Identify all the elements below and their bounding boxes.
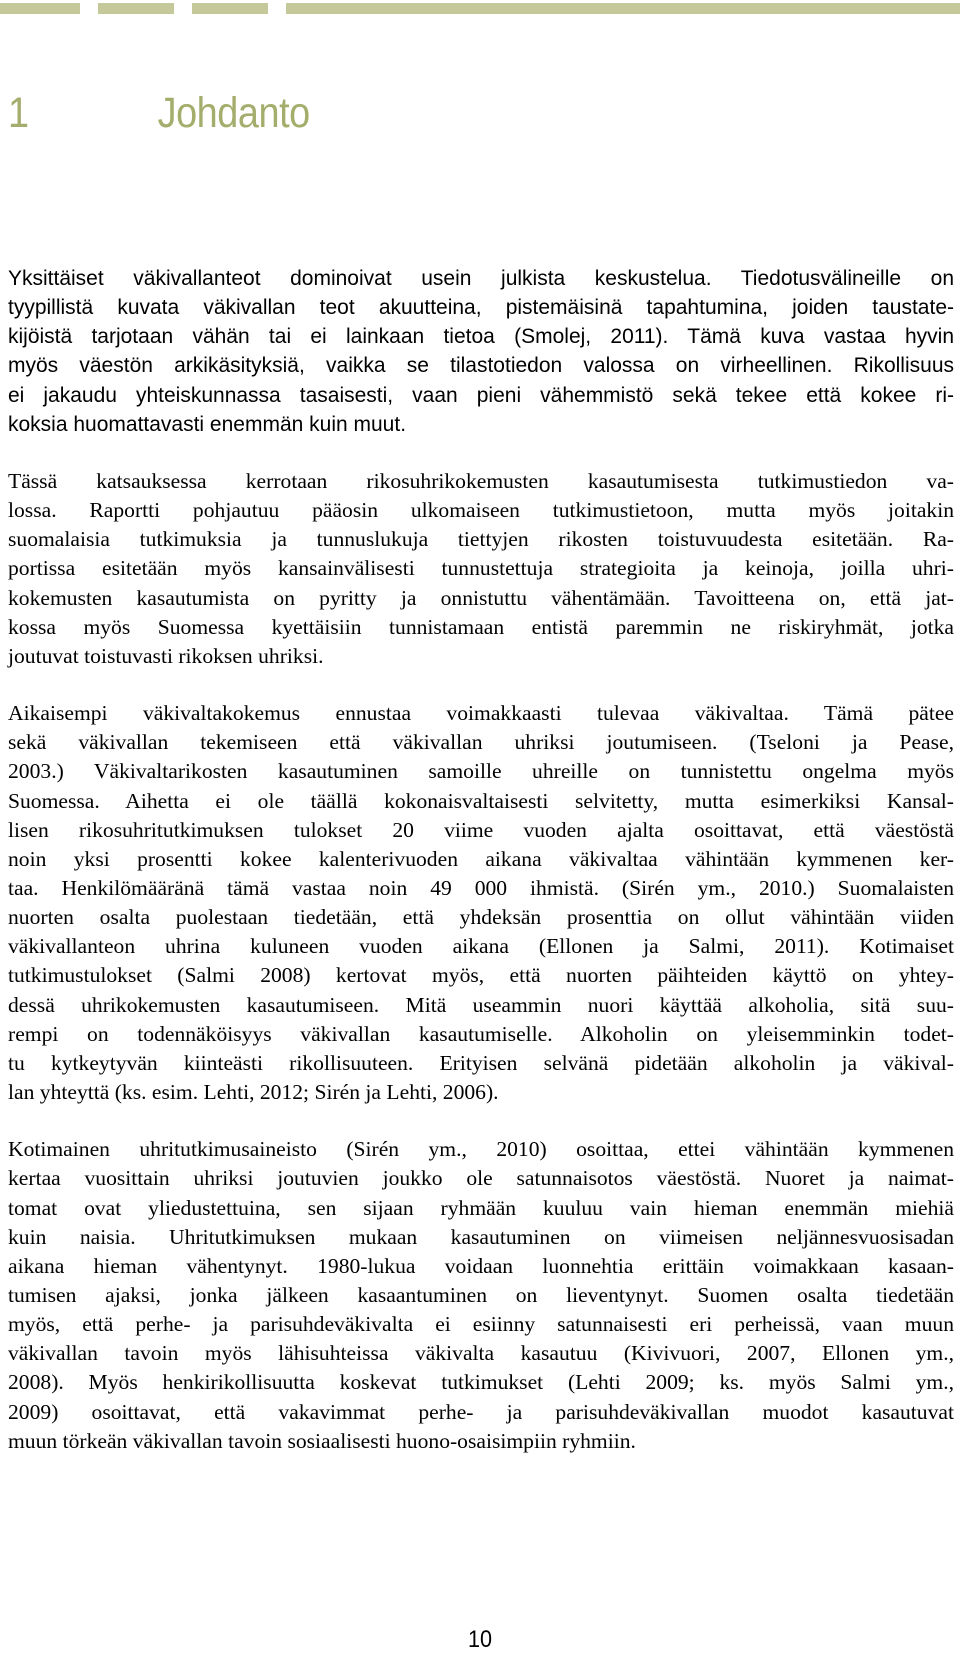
paragraph-line: aikana hieman vähentynyt. 1980-lukua voidaan luonnehtia erittäin voimakkaan kasaan- — [8, 1253, 954, 1278]
paragraph-line: 2008). Myös henkirikollisuutta koskevat tutkimukset (Lehti 2009; ks. myös Salmi ym., — [8, 1370, 954, 1395]
paragraph-4 — [8, 1135, 954, 1456]
page-number: 10 — [467, 1626, 493, 1653]
header-bar-4 — [286, 3, 960, 14]
paragraph-line: Tässä katsauksessa kerrotaan rikosuhrikokemusten kasautumisesta tutkimustiedon va- — [8, 468, 954, 493]
header-bar-3 — [192, 3, 268, 14]
paragraph-line: dessä uhrikokemusten kasautumiseen. Mitä useammin nuori käyttää alkoholia, sitä suu- — [8, 992, 954, 1017]
paragraph-line: Yksittäiset väkivallanteot dominoivat usein julkista keskustelua. Tiedotusvälineille on — [8, 267, 954, 290]
paragraph-line: Suomessa. Aihetta ei ole täällä kokonaisvaltaisesti selvitetty, mutta esimerkiksi Kansal- — [8, 788, 954, 813]
body-text — [8, 264, 954, 1484]
paragraph-line: noin yksi prosentti kokee kalenterivuoden aikana väkivaltaa vähintään kymmenen ker- — [8, 846, 954, 871]
paragraph-line: Kotimainen uhritutkimusaineisto (Sirén ym., 2010) osoittaa, ettei vähintään kymmenen — [8, 1137, 954, 1162]
paragraph-line: tomat ovat yliedustettuina, sen sijaan ryhmään kuuluu vain hieman enemmän miehiä — [8, 1195, 954, 1220]
paragraph-line: Aikaisempi väkivaltakokemus ennustaa voimakkaasti tulevaa väkivaltaa. Tämä pätee — [8, 701, 954, 726]
chapter-heading — [8, 89, 310, 137]
chapter-number: 1 — [8, 89, 29, 137]
paragraph-line: kuin naisia. Uhritutkimuksen mukaan kasautuminen on viimeisen neljännesvuosisadan — [8, 1224, 954, 1249]
paragraph-line: suomalaisia tutkimuksia ja tunnuslukuja tiettyjen rikosten toistuvuudesta esitetään. Ra- — [8, 527, 954, 552]
paragraph-line: väkivallanteon uhrina kuluneen vuoden aikana (Ellonen ja Salmi, 2011). Kotimaiset — [8, 934, 954, 959]
paragraph-1 — [8, 264, 954, 439]
paragraph-line: joutuvat toistuvasti rikoksen uhriksi. — [8, 643, 324, 668]
paragraph-2 — [8, 467, 954, 671]
paragraph-line: portissa esitetään myös kansainvälisesti tunnustettuja strategioita ja keinoja, joilla uhri- — [8, 556, 954, 581]
header-bar-2 — [98, 3, 174, 14]
paragraph-line: koksia huomattavasti enemmän kuin muut. — [8, 412, 407, 436]
paragraph-line: kossa myös Suomessa kyettäisiin tunnistamaan entistä paremmin ne riskiryhmät, jotka — [8, 614, 954, 639]
paragraph-line: tumisen ajaksi, jonka jälkeen kasaantuminen on lieventynyt. Suomen osalta tiedetään — [8, 1283, 954, 1307]
chapter-title: Johdanto — [157, 89, 310, 137]
paragraph-line: myös väestön arkikäsityksiä, vaikka se tilastotiedon valossa on virheellinen. Rikollisuus — [8, 354, 954, 378]
paragraph-line: muun törkeän väkivallan tavoin sosiaalisesti huono-osaisimpiin ryhmiin. — [8, 1428, 636, 1453]
paragraph-line: tyypillistä kuvata väkivallan teot akuutteina, pistemäisinä tapahtumina, joiden taustate- — [8, 296, 954, 320]
header-bar-1 — [0, 3, 80, 14]
paragraph-line: nuorten osalta puolestaan tiedetään, että yhdeksän prosenttia on ollut vähintään viiden — [8, 905, 954, 930]
paragraph-line: lisen rikosuhritutkimuksen tulokset 20 viime vuoden ajalta osoittavat, että väestöstä — [8, 817, 954, 842]
paragraph-line: rempi on todennäköisyys väkivallan kasautumiselle. Alkoholin on yleisemminkin todet- — [8, 1021, 954, 1046]
paragraph-line: tutkimustulokset (Salmi 2008) kertovat myös, että nuorten päihteiden käyttö on yhtey- — [8, 963, 954, 988]
paragraph-line: ei jakaudu yhteiskunnassa tasaisesti, vaan pieni vähemmistö sekä tekee että kokee ri- — [8, 383, 954, 407]
paragraph-line: tu kytkeytyvän kiinteästi rikollisuuteen. Erityisen selvänä pidetään alkoholin ja väkival- — [8, 1050, 954, 1075]
paragraph-line: lan yhteyttä (ks. esim. Lehti, 2012; Sirén ja Lehti, 2006). — [8, 1080, 499, 1105]
paragraph-line: 2003.) Väkivaltarikosten kasautuminen samoille uhreille on tunnistettu ongelma myös — [8, 759, 954, 784]
paragraph-line: kertaa vuosittain uhriksi joutuvien joukko ole satunnaisotos väestöstä. Nuoret ja naimat- — [8, 1166, 954, 1191]
paragraph-line: taa. Henkilömääränä tämä vastaa noin 49 000 ihmistä. (Sirén ym., 2010.) Suomalaisten — [8, 875, 954, 900]
paragraph-line: kijöistä tarjotaan vähän tai ei lainkaan tietoa (Smolej, 2011). Tämä kuva vastaa hyvin — [8, 325, 954, 349]
header-decoration-bars — [0, 0, 960, 16]
paragraph-line: 2009) osoittavat, että vakavimmat perhe- ja parisuhdeväkivallan muodot kasautuvat — [8, 1399, 954, 1424]
paragraph-3 — [8, 699, 954, 1107]
paragraph-line: lossa. Raportti pohjautuu pääosin ulkomaiseen tutkimustietoon, mutta myös joitakin — [8, 498, 954, 523]
paragraph-line: kokemusten kasautumista on pyritty ja onnistuttu vähentämään. Tavoitteena on, että jat- — [8, 585, 954, 610]
paragraph-line: myös, että perhe- ja parisuhdeväkivalta ei esiinny satunnaisesti eri perheissä, vaan muun — [8, 1312, 954, 1337]
paragraph-line: väkivallan tavoin myös lähisuhteissa väkivalta kasautuu (Kivivuori, 2007, Ellonen ym., — [8, 1341, 954, 1366]
paragraph-line: sekä väkivallan tekemiseen että väkivallan uhriksi joutumiseen. (Tseloni ja Pease, — [8, 730, 954, 755]
